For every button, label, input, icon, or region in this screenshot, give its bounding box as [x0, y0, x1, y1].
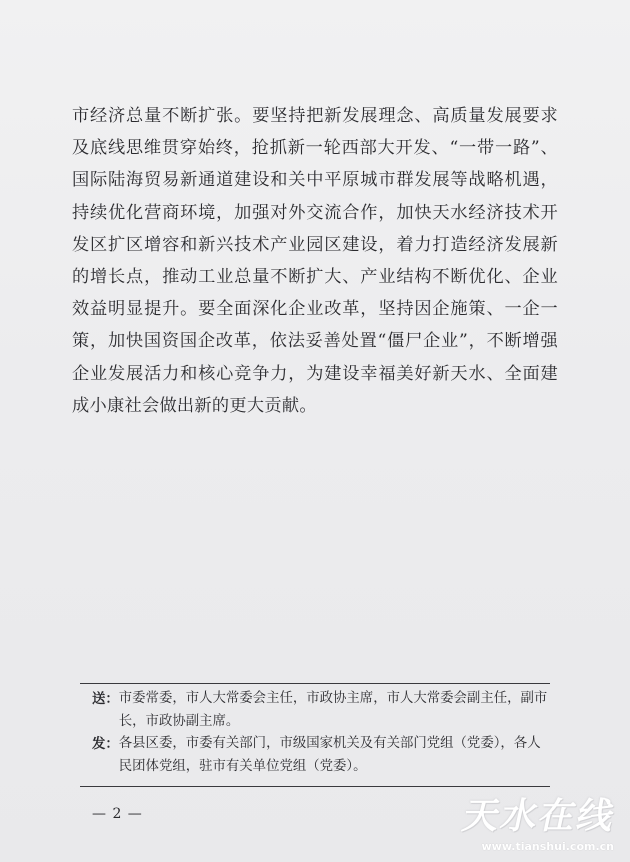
footer-top-rule	[80, 683, 550, 684]
send-row	[92, 688, 550, 733]
watermark-text: 天水在线	[458, 796, 620, 837]
body-paragraph-container	[72, 100, 558, 422]
send-label: 送：	[92, 691, 119, 707]
issue-row	[92, 733, 550, 778]
distribution-block	[92, 688, 550, 778]
issue-recipients: 各县区委，市委有关部门，市级国家机关及有关部门党组（党委），各人民团体党组，驻市有关单位党组（党委）。	[118, 736, 541, 774]
site-watermark	[452, 788, 622, 858]
footer-bottom-rule	[80, 786, 550, 787]
page-number: — 2 —	[92, 806, 143, 822]
body-paragraph: 市经济总量不断扩张。要坚持把新发展理念、高质量发展要求及底线思维贯穿始终，抢抓新一轮西部大开发、“一带一路”、国际陆海贸易新通道建设和关中平原城市群发展等战略机遇，持续优化营商环境，加强对外交流合作，加快天水经济技术开发区扩区增容和新兴技术产业园区建设，着力打造经济发展新的增长点，推动工业总量不断扩大、产业结构不断优化、企业效益明显提升。要全面深化企业改革，坚持因企施策、一企一策，加快国资国企改革，依法妥善处置“僵尸企业”，不断增强企业发展活力和核心竞争力，为建设幸福美好新天水、全面建成小康社会做出新的更大贡献。	[72, 106, 558, 416]
issue-label: 发：	[92, 736, 119, 752]
watermark-url: www.tianshui.com.cn	[481, 840, 614, 853]
send-recipients: 市委常委，市人大常委会主任，市政协主席，市人大常委会副主任，副市长，市政协副主席。	[118, 691, 548, 729]
